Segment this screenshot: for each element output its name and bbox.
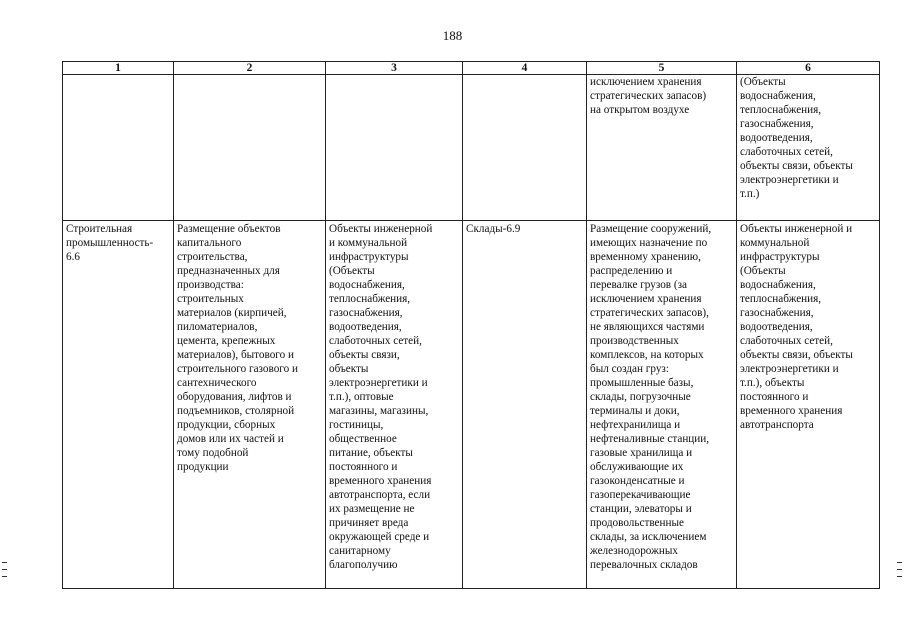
cell-conditional-auxiliary: Объекты инженерной и коммунальной инфраструктуры (Объекты водоснабжения, теплоснабжения, газоснабжения, водоотведения, слаботочных сетей, объекты связи, объекты электроэнергетики и т.п.), объекты постоянного и временного хранения автотранспорта bbox=[737, 221, 880, 589]
cell-auxiliary-uses: Объекты инженерной и коммунальной инфраструктуры (Объекты водоснабжения, теплоснабжения, газоснабжения, водоотведения, слаботочных сетей, объекты связи, объекты электроэнергетики и т.п.), оптовые магазины, магазины, гостиницы, общественное питание, объекты постоянного и временного хранения автотранспорта, если их размещение не причиняет вреда окружающей среде и санитарному благополучию bbox=[326, 221, 463, 589]
cell-auxiliary-uses bbox=[326, 75, 463, 221]
column-header-6: 6 bbox=[737, 62, 880, 75]
column-header-2: 2 bbox=[174, 62, 326, 75]
column-header-1: 1 bbox=[63, 62, 174, 75]
column-header-3: 3 bbox=[326, 62, 463, 75]
cell-conditional-auxiliary: (Объекты водоснабжения, теплоснабжения, газоснабжения, водоотведения, слаботочных сетей, объекты связи, объекты электроэнергетики и т.п.) bbox=[737, 75, 880, 221]
cell-conditional-use: Склады-6.9 bbox=[463, 221, 587, 589]
page-number: 188 bbox=[442, 28, 463, 43]
table-row-construction-industry bbox=[63, 221, 880, 589]
cell-use-type: Строительная промышленность- 6.6 bbox=[63, 221, 174, 589]
cell-use-type bbox=[63, 75, 174, 221]
cell-conditional-description: исключением хранения стратегических запасов) на открытом воздухе bbox=[587, 75, 737, 221]
table-row-continuation bbox=[63, 75, 880, 221]
cell-conditional-description: Размещение сооружений, имеющих назначение по временному хранению, распределению и перевалке грузов (за исключением хранения стратегических запасов), не являющихся частями производственных комплексов, на которых был создан груз: промышленные базы, склады, погрузочные терминалы и доки, нефтехранилища и нефтеналивные станции, газовые хранилища и обслуживающие их газоконденсатные и газоперекачивающие станции, элеваторы и продовольственные склады, за исключением железнодорожных перевалочных складов bbox=[587, 221, 737, 589]
cell-conditional-use bbox=[463, 75, 587, 221]
header-row bbox=[63, 62, 880, 75]
column-header-4: 4 bbox=[463, 62, 587, 75]
column-header-5: 5 bbox=[587, 62, 737, 75]
cell-use-description: Размещение объектов капитального строительства, предназначенных для производства: строительных материалов (кирпичей, пиломатериалов, цемента, крепежных материалов), бытового и строительного газового и сантехнического оборудования, лифтов и подъемников, столярной продукции, сборных домов или их частей и тому подобной продукции bbox=[174, 221, 326, 589]
cell-use-description bbox=[174, 75, 326, 221]
zoning-table bbox=[62, 61, 880, 589]
